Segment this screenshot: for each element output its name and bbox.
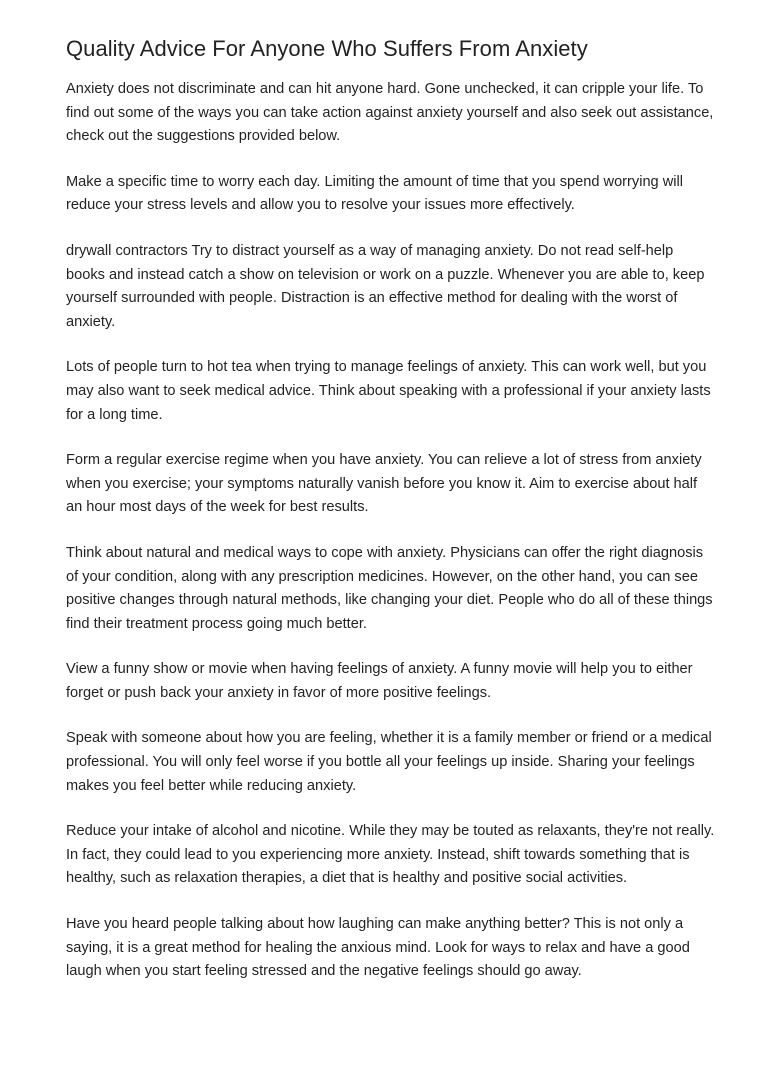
page-title: Quality Advice For Anyone Who Suffers From Anxiety <box>66 36 588 61</box>
paragraph: Make a specific time to worry each day. Limiting the amount of time that you spend worrying will reduce your stress levels and allow you to resolve your issues more effectively. <box>66 173 683 214</box>
paragraph: Think about natural and medical ways to cope with anxiety. Physicians can offer the right diagnosis of your condition, along with any prescription medicines. However, on the other hand, you can see positive changes through natural methods, like changing your diet. People who do all of these things find their treatment process going much better. <box>66 544 713 632</box>
paragraph: Form a regular exercise regime when you have anxiety. You can relieve a lot of stress from anxiety when you exercise; your symptoms naturally vanish before you know it. Aim to exercise about half an hour most days of the week for best results. <box>66 452 702 516</box>
paragraph: Lots of people turn to hot tea when trying to manage feelings of anxiety. This can work well, but you may also want to seek medical advice. Think about speaking with a professional if your anxiety lasts for a long time. <box>66 359 711 423</box>
paragraph: Reduce your intake of alcohol and nicotine. While they may be touted as relaxants, they're not really. In fact, they could lead to you experiencing more anxiety. Instead, shift towards something that is healthy, such as relaxation therapies, a diet that is healthy and positive social activities. <box>66 823 715 887</box>
paragraph: View a funny show or movie when having feelings of anxiety. A funny movie will help you to either forget or push back your anxiety in favor of more positive feelings. <box>66 661 693 701</box>
paragraph: Anxiety does not discriminate and can hit anyone hard. Gone unchecked, it can cripple your life. To find out some of the ways you can take action against anxiety yourself and also seek out assistance, check out the suggestions provided below. <box>66 81 714 145</box>
paragraph: drywall contractors Try to distract yourself as a way of managing anxiety. Do not read self-help books and instead catch a show on television or work on a puzzle. Whenever you are able to, keep yourself surrounded with people. Distraction is an effective method for dealing with the worst of anxiety. <box>66 242 705 330</box>
paragraph: Speak with someone about how you are feeling, whether it is a family member or friend or a medical professional. You will only feel worse if you bottle all your feelings up inside. Sharing your feelings makes you feel better while reducing anxiety. <box>66 730 712 794</box>
document-page <box>66 34 716 1006</box>
paragraph: Have you heard people talking about how laughing can make anything better? This is not only a saying, it is a great method for healing the anxious mind. Look for ways to relax and have a good laugh when you start feeling stressed and the negative feelings should go away. <box>66 916 690 980</box>
